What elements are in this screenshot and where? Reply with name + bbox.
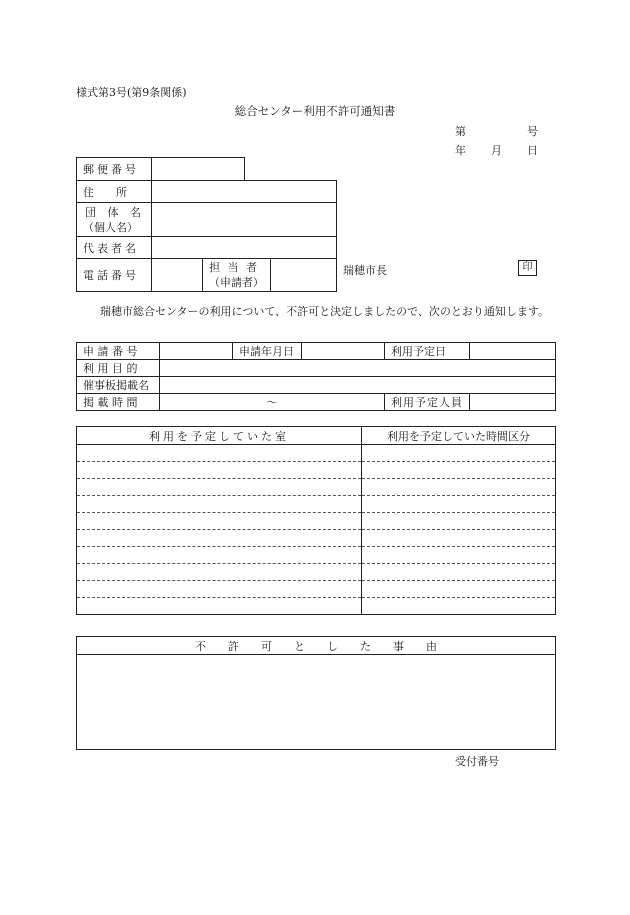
room-cell[interactable]: [77, 598, 362, 615]
rooms-table: [76, 426, 556, 615]
time-cell[interactable]: [362, 530, 556, 547]
room-row: [77, 530, 556, 547]
date-year: 年: [455, 144, 466, 157]
form-code: 様式第3号(第9条関係): [76, 86, 187, 99]
phone-value[interactable]: [152, 259, 203, 291]
time-cell[interactable]: [362, 445, 556, 462]
room-row: [77, 479, 556, 496]
app-no-label: 申 請 番 号: [77, 343, 160, 360]
people-label: 利用予定人員: [385, 394, 470, 411]
room-cell[interactable]: [77, 513, 362, 530]
reason-value[interactable]: [77, 655, 556, 750]
room-row: [77, 547, 556, 564]
room-cell[interactable]: [77, 479, 362, 496]
room-cell[interactable]: [77, 496, 362, 513]
time-cell[interactable]: [362, 513, 556, 530]
phone-label: 電話番号: [77, 259, 152, 292]
phone-group: [152, 259, 337, 292]
time-cell[interactable]: [362, 496, 556, 513]
app-no-value[interactable]: [160, 343, 233, 360]
room-cell[interactable]: [77, 564, 362, 581]
time-cell[interactable]: [362, 547, 556, 564]
group-label-cell: [77, 203, 152, 237]
room-cell[interactable]: [77, 547, 362, 564]
time-cell[interactable]: [362, 564, 556, 581]
room-row: [77, 496, 556, 513]
document-title: 総合センター利用不許可通知書: [234, 104, 396, 118]
date-month: 月: [491, 144, 502, 157]
room-cell[interactable]: [77, 462, 362, 479]
event-name-value[interactable]: [160, 377, 556, 394]
seal-stamp: 印: [518, 260, 537, 276]
phone-subtable: [152, 259, 336, 291]
use-date-label: 利用予定日: [385, 343, 470, 360]
event-name-label: 催事板掲載名: [77, 377, 160, 394]
address-label: 住 所: [77, 181, 152, 203]
time-cell[interactable]: [362, 598, 556, 615]
time-cell[interactable]: [362, 581, 556, 598]
rep-value[interactable]: [152, 237, 337, 259]
room-row: [77, 598, 556, 615]
contact-sub-label: （申請者）: [209, 276, 264, 289]
time-cell[interactable]: [362, 479, 556, 496]
date-day: 日: [527, 144, 538, 157]
group-value[interactable]: [152, 203, 337, 237]
contact-value[interactable]: [271, 259, 337, 291]
group-label: 団 体 名: [85, 205, 145, 219]
postal-label: 郵便番号: [77, 158, 152, 181]
period-value[interactable]: [160, 394, 385, 411]
rooms-body: [77, 445, 556, 615]
room-row: [77, 445, 556, 462]
use-date-value[interactable]: [470, 343, 556, 360]
applicant-table: [76, 157, 337, 292]
postal-value[interactable]: [152, 158, 245, 181]
group-sub-label: （個人名）: [83, 220, 138, 234]
number-prefix: 第: [455, 125, 466, 138]
reason-header: 不 許 可 と し た 事 由: [77, 637, 556, 655]
room-col-header: 利用を予定していた室: [77, 427, 362, 445]
address-value[interactable]: [152, 181, 337, 203]
rep-label: 代表者名: [77, 237, 152, 259]
room-cell[interactable]: [77, 581, 362, 598]
room-cell[interactable]: [77, 530, 362, 547]
room-row: [77, 513, 556, 530]
room-cell[interactable]: [77, 445, 362, 462]
application-table: [76, 342, 556, 411]
app-date-label: 申請年月日: [233, 343, 302, 360]
period-label: 掲 載 時 間: [77, 394, 160, 411]
mayor-name: 瑞穂市長: [343, 264, 387, 277]
purpose-value[interactable]: [160, 360, 556, 377]
number-suffix: 号: [527, 125, 538, 138]
room-row: [77, 581, 556, 598]
blank-cell: [245, 158, 337, 181]
room-row: [77, 462, 556, 479]
people-value[interactable]: [470, 394, 556, 411]
notice-text: 瑞穂市総合センターの利用について、不許可と決定しましたので、次のとおり通知します。: [100, 305, 550, 318]
time-cell[interactable]: [362, 462, 556, 479]
time-col-header: 利用を予定していた時間区分: [362, 427, 556, 445]
period-tilde: 〜: [266, 396, 278, 409]
app-date-value[interactable]: [302, 343, 385, 360]
room-row: [77, 564, 556, 581]
contact-label-cell: [203, 259, 271, 291]
reason-table: [76, 636, 556, 750]
purpose-label: 利 用 目 的: [77, 360, 160, 377]
contact-label: 担 当 者: [209, 261, 259, 274]
receipt-number-label: 受付番号: [455, 755, 499, 768]
